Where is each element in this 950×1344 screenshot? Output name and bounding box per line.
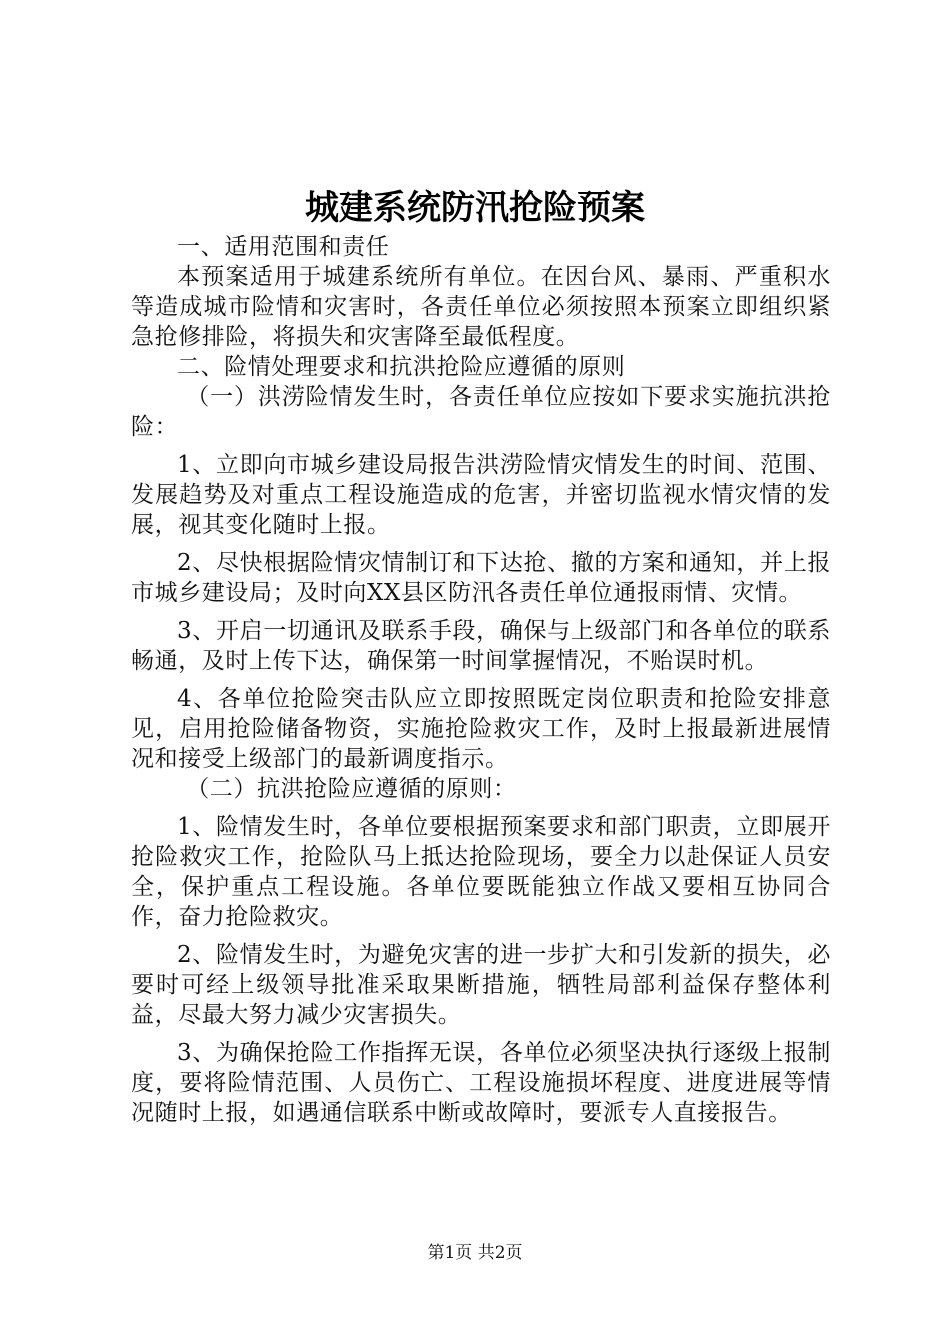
- subsection-heading-1: （一）洪涝险情发生时，各责任单位应按如下要求实施抗洪抢险：: [131, 384, 831, 440]
- paragraph-scope: 本预案适用于城建系统所有单位。在因台风、暴雨、严重积水等造成城市险情和灾害时，各责任单位必须按照本预案立即组织紧急抢修排险，将损失和灾害降至最低程度。: [131, 264, 831, 350]
- list-item-3: 3、开启一切通讯及联系手段，确保与上级部门和各单位的联系畅通，及时上传下达，确保第一时间掌握情况，不贻误时机。: [131, 618, 831, 674]
- list-item-4: 4、各单位抢险突击队应立即按照既定岗位职责和抢险安排意见，启用抢险储备物资，实施抢险救灾工作，及时上报最新进展情况和接受上级部门的最新调度指示。: [131, 686, 831, 772]
- document-title: 城建系统防汛抢险预案: [305, 188, 645, 228]
- page-footer: 第1页 共2页: [427, 1243, 523, 1263]
- section-heading-1: 一、适用范围和责任: [177, 234, 390, 260]
- principle-item-2: 2、险情发生时，为避免灾害的进一步扩大和引发新的损失，必要时可经上级领导批准采取果断措施，牺牲局部利益保存整体利益，尽最大努力减少灾害损失。: [131, 942, 831, 1028]
- principle-item-1: 1、险情发生时，各单位要根据预案要求和部门职责，立即展开抢险救灾工作，抢险队马上抵达抢险现场，要全力以赴保证人员安全，保护重点工程设施。各单位要既能独立作战又要相互协同合作，奋力抢险救灾。: [131, 814, 831, 930]
- list-item-1: 1、立即向市城乡建设局报告洪涝险情灾情发生的时间、范围、发展趋势及对重点工程设施造成的危害，并密切监视水情灾情的发展，视其变化随时上报。: [131, 452, 831, 538]
- document-body: [131, 232, 831, 1128]
- subsection-heading-2: （二）抗洪抢险应遵循的原则：: [186, 776, 517, 802]
- section-heading-2: 二、险情处理要求和抗洪抢险应遵循的原则: [177, 354, 626, 380]
- list-item-2: 2、尽快根据险情灾情制订和下达抢、撤的方案和通知，并上报市城乡建设局；及时向XX县区防汛各责任单位通报雨情、灾情。: [131, 550, 831, 606]
- principle-item-3: 3、为确保抢险工作指挥无误，各单位必须坚决执行逐级上报制度，要将险情范围、人员伤亡、工程设施损坏程度、进度进展等情况随时上报，如遇通信联系中断或故障时，要派专人直接报告。: [131, 1040, 831, 1126]
